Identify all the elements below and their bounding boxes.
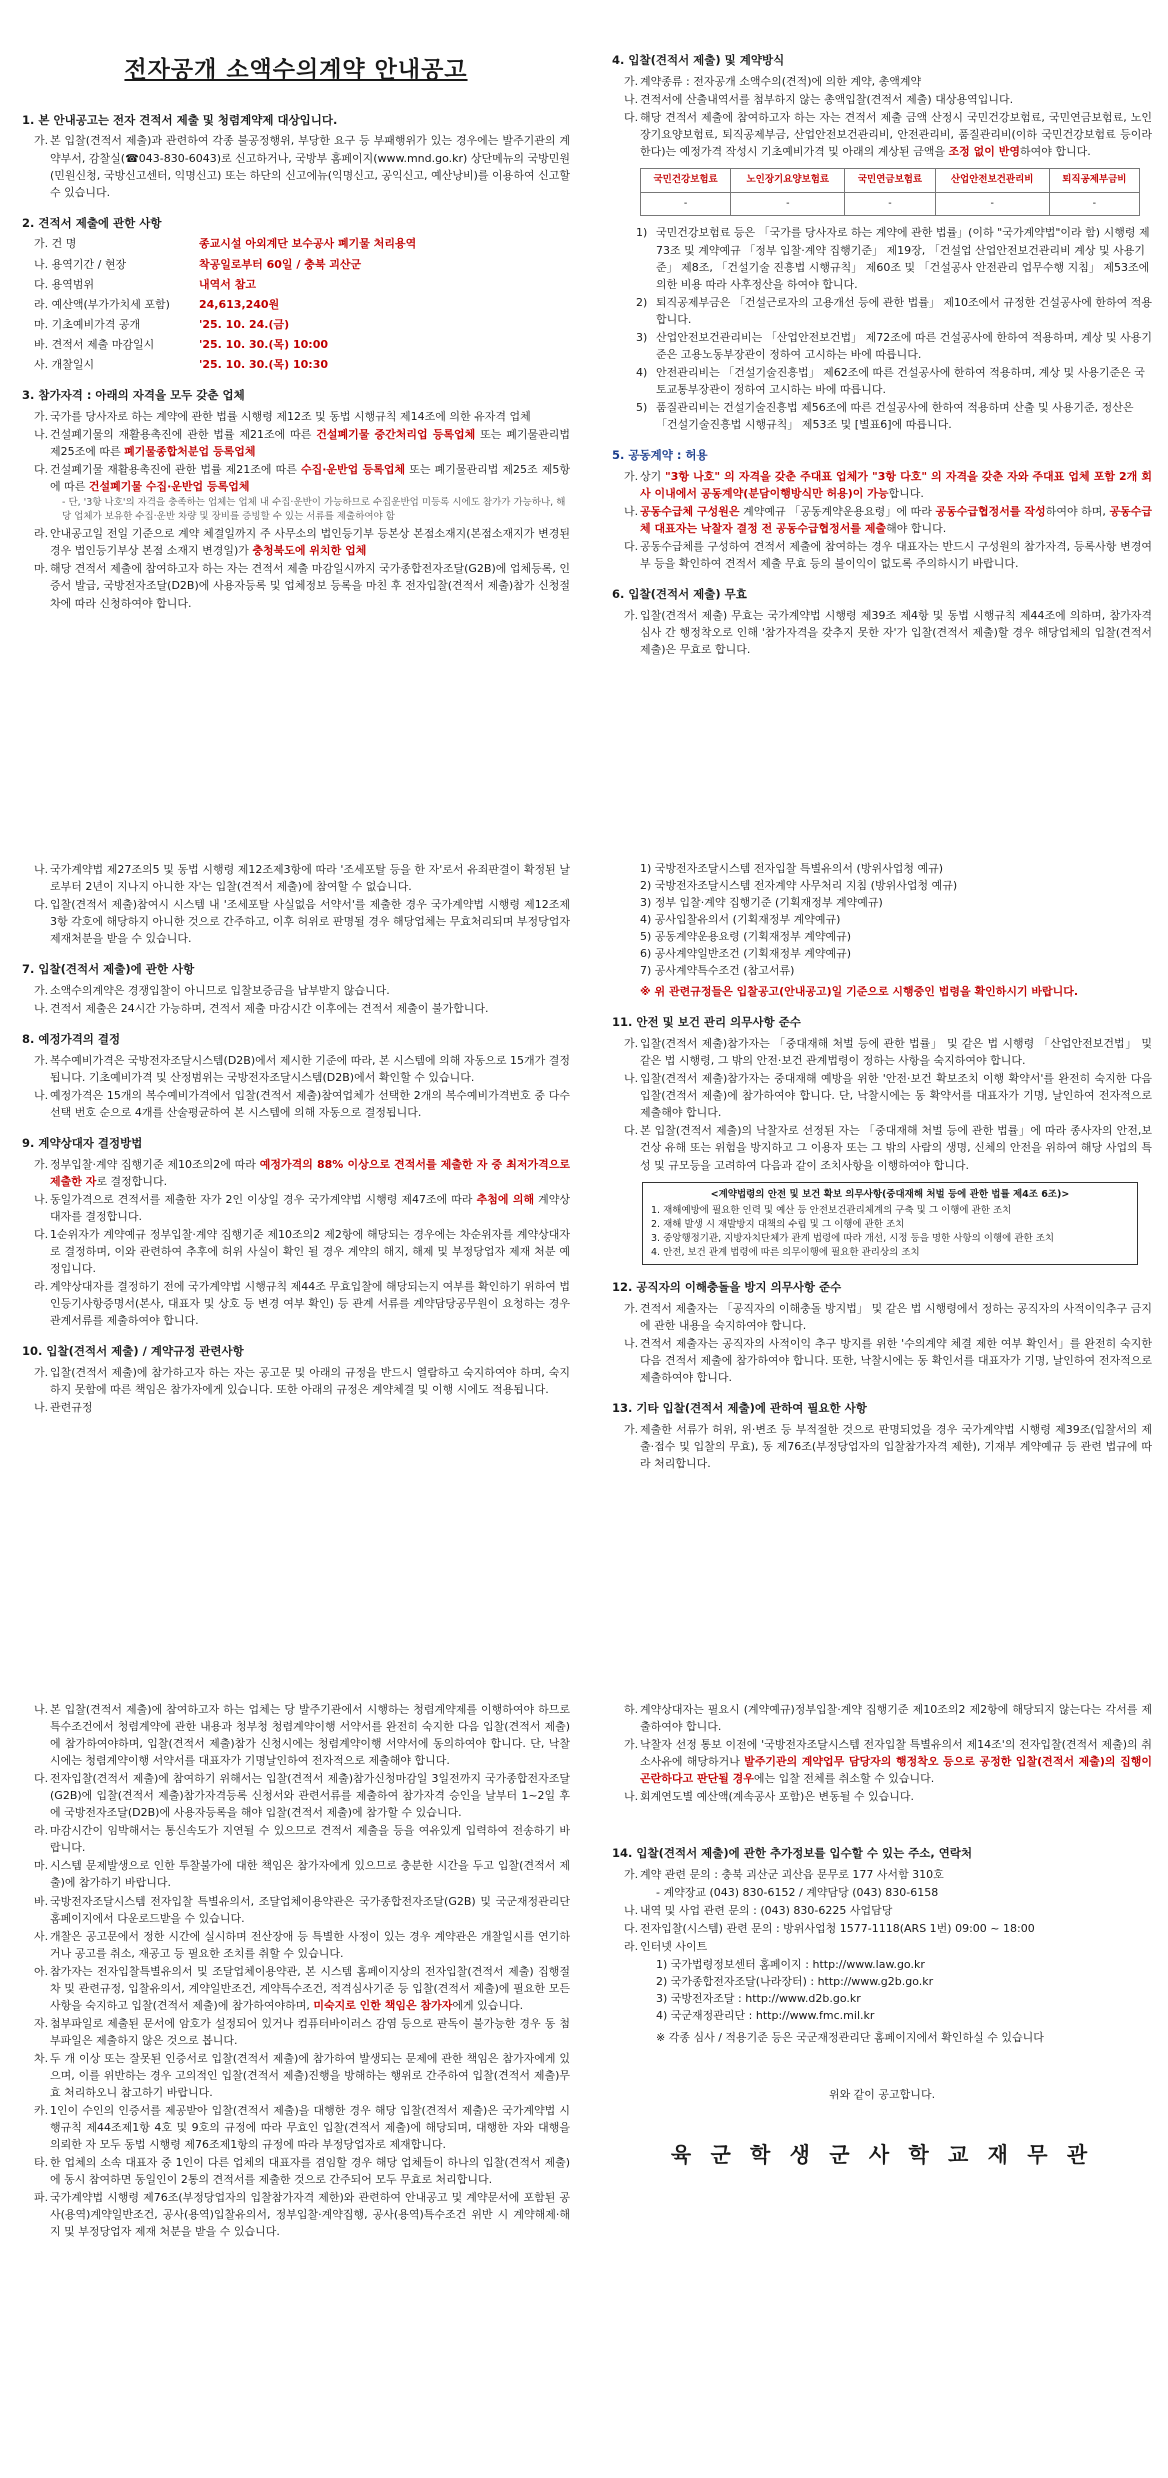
clause-ka: 카. 1인이 수인의 인증서를 제공받아 입찰(견적서 제출)을 대행한 경우 해당 입찰(견적서 제출)은 국가계약법 시행규칙 제44조제1항 4호 및 9호의 규정에 따라 무효인 입찰(견적서 제출)에 해당되며, 대행한 자와 대행을 의뢰한 자 모두 동법 시행령 제76조제1항의 규정에 따라 부정당업자로 제재합니다. [34,2104,570,2152]
rule-item: 1) 국방전자조달시스템 전자입찰 특별유의서 (방위사업청 예규) [640,862,944,875]
page-3-left-column [22,1700,570,2241]
rule-item: 7) 공사계약특수조건 (참고서류) [640,964,795,978]
document-title: 전자공개 소액수의계약 안내공고 [124,56,468,83]
section-8-heading: 8. 예정가격의 결정 [22,1032,121,1047]
clause-ba: 바. 국방전자조달시스템 전자입찰 특별유의서, 조달업체이용약관은 국가종합전자조달(G2B) 및 국군재정관리단 홈페이지에서 다운로드받을 수 있습니다. [34,1894,570,1925]
section-14-ga: 가. 계약 관련 문의 : 충북 괴산군 괴산읍 문무로 177 사서함 310호 [624,1868,944,1882]
rules-list [612,860,1152,979]
page-1-left-column [22,0,570,613]
clause-cha: 차. 두 개 이상 또는 잘못된 인증서로 입찰(견적서 제출)에 참가하여 발생되는 문제에 관한 책임은 참가자에게 있으며, 이를 위반하는 경우 고의적인 입찰(견적서 제출)진행을 방해하는 행위로 간주하여 입찰(견적서 제출)무효 처리하오니 참고하기 바랍니다. [34,2051,570,2100]
section-14-heading: 14. 입찰(견적서 제출)에 관한 추가정보를 입수할 수 있는 주소, 연락처 [612,1846,973,1861]
fee-value-longterm: - [731,192,845,216]
clause-ra: 라. 마감시간이 임박해서는 통신속도가 지연될 수 있으므로 견적서 제출을 등을 여유있게 입력하여 전송하기 바랍니다. [34,1824,570,1855]
info-row-period: 나. 용역기간 / 현장 착공일로부터 60일 / 충북 괴산군 [34,257,362,271]
rule-item: 3) 정부 입찰·계약 집행기준 (기획재정부 계약예규) [640,896,883,910]
rule-item: 5) 공동계약운용요령 (기획재정부 계약예규) [640,930,852,944]
section-14-na: 나. 내역 및 사업 관련 문의 : (043) 830-6225 사업담당 [624,1904,893,1918]
section-12-na: 나. 견적서 제출자는 공직자의 사적이익 추구 방지를 위한 '수의계약 체결 제한 여부 확인서」를 완전히 숙지한 다음 견적서 제출에 참가하여야 합니다. 또한, 낙찰시에는 동 확인서를 대표자가 기명, 날인하여 전자적으로 제출하여야 합니다. [624,1337,1152,1385]
section-12-ga: 가. 견적서 제출자는 「공직자의 이해충돌 방지법」 및 같은 법 시행령에서 정하는 공직자의 사적이익추구 금지에 관한 내용을 숙지하여야 합니다. [624,1302,1152,1333]
section-14-ra: 라. 인터넷 사이트 [624,1940,708,1954]
section-4-ga: 가. 계약종류 : 전자공개 소액수의(견적)에 의한 계약, 총액계약 [624,74,922,88]
section-12-heading: 12. 공직자의 이해충돌을 방지 의무사항 준수 [612,1280,842,1295]
signer-name: 육 군 학 생 군 사 학 교 재 무 관 [670,2141,1094,2167]
rule-item: 6) 공사계약일반조건 (기획재정부 계약예규) [640,947,852,961]
safety-box-line: 4. 안전, 보건 관계 법령에 따른 의무이행에 필요한 관리상의 조치 [651,1246,920,1258]
section-3-heading: 3. 참가자격 : 아래의 자격을 모두 갖춘 업체 [22,387,245,402]
clause-a: 아. 참가자는 전자입찰특별유의서 및 조달업체이용약관, 본 시스템 홈페이지상의 전자입찰(견적서 제출) 집행절차 및 관련규정, 입찰유의서, 계약일반조건, 계약특수조건, 적격심사기준 등 입찰(견적서 제출)에 필요한 모든 사항을 숙지하고 입찰(견적서 제출)에 참가하여야하며, 미숙지로 인한 책임은 참가자에게 있습니다. [34,1964,570,2012]
page-2 [0,860,1168,1560]
safety-box-line: 2. 재해 발생 시 재발방지 대책의 수립 및 그 이행에 관한 조치 [651,1219,905,1231]
section-7-heading: 7. 입찰(견적서 제출)에 관한 사항 [22,962,195,977]
clause-da: 다. 전자입찰(견적서 제출)에 참여하기 위해서는 입찰(견적서 제출)참가신청마감일 3일전까지 국가종합전자조달(G2B)에 입찰(견적서 제출)참가자격등록 신청서와 관련서류를 제출하여 참가자격 승인을 날부터 1~2일 후에 국방전자조달(D2B)에 사용자등록을 해야 입찰(견적서 제출)에 참가할 수 있습니다. [34,1772,570,1820]
site-g2b-link[interactable]: 2) 국가종합전자조달(나라장터) : http://www.g2b.go.kr [656,1975,934,1989]
fee-value-pension: - [845,192,935,216]
section-4-note-5: 5) 품질관리비는 건설기술진흥법 제56조에 따른 건설공사에 한하여 적용하며 산출 및 사용기준, 정산은 「건설기술진흥법 시행규칙」 제53조 및 [별표6]에 따릅니다. [636,400,1134,431]
clause-pa: 파. 국가계약법 시행령 제76조(부정당업자의 입찰참가자격 제한)와 관련하여 안내공고 및 계약문서에 포함된 공사(용역)계약일반조건, 공사(용역)입찰유의서, 정부입찰·계약집행, 공사(용역)특수조건 위반 시 계약해제·해지 및 부정당업자 제재 처분을 받을 수 있습니다. [34,2191,570,2239]
fee-header-longterm: 노인장기요양보험료 [731,169,845,193]
fee-header-row [641,169,1140,193]
section-4-da: 다. 해당 견적서 제출에 참여하고자 하는 자는 견적서 제출 금액 산정시 국민건강보험료, 국민연금보험료, 노인장기요양보험료, 퇴직공제부금, 산업안전보건관리비, 안전관리비, 품질관리비(이하 국민건강보험료 등이라한다)는 예정가격 작성시 기초예비가격 및 아래의 계상된 금액을 조정 없이 반영하여야 합니다. [624,110,1152,158]
fee-header-health: 국민건강보험료 [641,169,731,193]
fee-header-pension: 국민연금보험료 [845,169,935,193]
site-list [612,1956,1152,2024]
section-10-na: 나. 관련규정 [34,1401,93,1415]
fee-value-health: - [641,192,731,216]
rule-item: 4) 공사입찰유의서 (기획재정부 계약예규) [640,913,841,927]
fee-header-safety: 산업안전보건관리비 [935,169,1049,193]
section-8-ga: 가. 복수예비가격은 국방전자조달시스템(D2B)에서 제시한 기준에 따라, 본 시스템에 의해 자동으로 15개가 결정됩니다. 기초예비가격 및 산정범위는 국방전자조달시스템(D2B)에서 확인할 수 있습니다. [34,1053,570,1084]
section-1-ga: 가. 본 입찰(견적서 제출)과 관련하여 각종 불공정행위, 부당한 요구 등 부패행위가 있는 경우에는 발주기관의 계약부서, 감찰실(☎043-830-6043)로 신고하거나, 국방부 홈페이지(www.mnd.go.kr) 상단메뉴의 국방민원(민원신청, 국방신고센터, 익명신고) 또는 하단의 신고에뉴(익명신고, 공익신고, 예산낭비)를 이용하여 신고할 수 있습니다. [34,134,570,199]
section-4-note-3: 3) 산업안전보건관리비는 「산업안전보건법」 제72조에 따른 건설공사에 한하여 적용하며, 계상 및 사용기준은 고용노동부장관이 정하여 고시하는 바에 따릅니다. [636,330,1152,361]
section-4-note-4: 4) 안전관리비는 「건설기술진흥법」 제62조에 따른 건설공사에 한하여 적용하며, 계상 및 사용기준은 국토교통부장관이 정하여 고시하는 바에 따릅니다. [636,365,1145,396]
safety-box-title: <계약법령의 안전 및 보건 확보 의무사항(중대재해 처벌 등에 관한 법률 제4조 6조)> [710,1188,1070,1200]
clause-ja: 자. 첨부파일로 제출된 문서에 암호가 설정되어 있거나 컴퓨터바이러스 감염 등으로 판독이 불가능한 경우 동 첨부파일은 제출하지 않은 것으로 봅니다. [34,2016,570,2047]
clause-da-2: 나. 회계연도별 예산액(계속공사 포함)은 변동될 수 있습니다. [624,1790,914,1804]
section-14-note: ※ 각종 심사 / 적용기준 등은 국군재정관리단 홈페이지에서 확인하실 수 있습니다 [656,2030,1044,2044]
clause-ma: 마. 시스템 문제발생으로 인한 투찰불가에 대한 책임은 참가자에게 있으므로 충분한 시간을 두고 입찰(견적서 제출)에 참가하기 바랍니다. [34,1859,570,1890]
section-3-ra: 라. 안내공고일 전일 기준으로 계약 체결일까지 주 사무소의 법인등기부 등본상 본점소재지(본점소재지가 변경된 경우 법인등기부상 본점 소재지 변경일)가 충청북도에 위치한 업체 [34,527,570,558]
fee-value-safety: - [935,192,1049,216]
section-5-ga: 가. 상기 "3항 나호" 의 자격을 갖춘 주대표 업체가 "3항 다호" 의 자격을 갖춘 자와 주대표 업체 포함 2개 회사 이내에서 공동계약(분담이행방식만 허용)이 가능합니다. [624,469,1152,500]
section-5-da: 다. 공동수급체를 구성하여 견적서 제출에 참여하는 경우 대표자는 반드시 구성원의 참가자격, 등록사항 변경여부 등을 확인하여 견적서 제출 무효 등의 불이익이 없도록 주의하시기 바랍니다. [624,540,1152,571]
section-13-heading: 13. 기타 입찰(견적서 제출)에 관하여 필요한 사항 [612,1401,867,1416]
section-4-note-1: 1) 국민건강보험료 등은 「국가를 당사자로 하는 계약에 관한 법률」(이하 "국가계약법"이라 함) 시행령 제73조 및 계약예규 「정부 입찰·계약 집행기준」 제19장, 「건설업 산업안전보건관리비 계상 및 사용기준」 제8조, 「건설기술 진흥법 시행규칙」 제60조 및 「건설공사 안전관리 업무수행 지침」 제53조에 의한 비용 따라 사후정산을 하여야 합니다. [636,226,1150,291]
info-row-scope: 다. 용역범위 내역서 참고 [34,277,256,291]
site-d2b-link[interactable]: 3) 국방전자조달 : http://www.d2b.go.kr [656,1992,861,2006]
clause-sa: 사. 개찰은 공고문에서 정한 시간에 실시하며 전산장애 등 특별한 사정이 있는 경우 계약관은 개찰일시를 연기하거나 공고를 취소, 재공고 등 필요한 조치를 취할 수 있습니다. [34,1929,570,1960]
info-row-opening: 사. 개찰일시 '25. 10. 30.(목) 10:30 [34,357,329,371]
section-9-da: 다. 1순위자가 계약예규 정부입찰·계약 집행기준 제10조의2 제2항에 해당되는 경우에는 차순위자를 계약상대자로 결정하며, 이와 관련하여 추후에 허위 사실이 확인 될 경우 계약의 해지, 해제 및 부정당업자 제재 처분 예정입니다. [34,1228,570,1276]
section-1-heading: 1. 본 안내공고는 전자 견적서 제출 및 청렴계약제 대상입니다. [22,112,338,127]
page-2-right-column [612,860,1152,1473]
info-row-budget: 라. 예산액(부가가치세 포함) 24,613,240원 [34,297,280,311]
page-2-left-column [22,860,570,1417]
clause-ha: 하. 계약상대자는 필요시 (계약예규)정부입찰·계약 집행기준 제10조의2 제2항에 해당되지 않는다는 각서를 제출하여야 합니다. [624,1703,1152,1734]
section-4-na: 나. 견적서에 산출내역서를 첨부하지 않는 총액입찰(견적서 제출) 대상용역입니다. [624,92,1014,106]
section-3-ga: 가. 국가를 당사자로 하는 계약에 관한 법률 시행령 제12조 및 동법 시행규칙 제14조에 의한 유자격 업체 [34,409,531,423]
section-8-na: 나. 예정가격은 15개의 복수예비가격에서 입찰(견적서 제출)참여업체가 선택한 2개의 복수예비가격번호 중 다수선택 번호 순으로 4개를 산술평균하여 본 시스템에 의해 자동으로 결정됩니다. [34,1089,570,1120]
section-11-heading: 11. 안전 및 보건 관리 의무사항 준수 [612,1015,801,1030]
section-7-na: 나. 견적서 제출은 24시간 가능하며, 견적서 제출 마감시간 이후에는 견적서 제출이 불가합니다. [34,1002,489,1016]
site-law-link[interactable]: 1) 국가법령정보센터 홈페이지 : http://www.law.go.kr [656,1958,925,1972]
section-3-da: 다. 건설폐기물 재활용촉진에 관한 법률 제21조에 따른 수집·운반업 등록업체 또는 폐기물관리법 제25조 제5항에 따른 건설폐기물 수집·운반업 등록업체 [34,462,570,493]
section-14-ga-contacts: - 계약장교 (043) 830-6152 / 계약담당 (043) 830-6158 [656,1886,939,1900]
rule-item: 2) 국방전자조달시스템 전자계약 사무처리 지침 (방위사업청 예규) [640,879,958,893]
section-14-da: 다. 전자입찰(시스템) 관련 문의 : 방위사업청 1577-1118(ARS 1번) 09:00 ~ 18:00 [624,1922,1035,1936]
section-6-ga: 가. 입찰(견적서 제출) 무효는 국가계약법 시행령 제39조 제4항 및 동법 시행규칙 제44조에 의하며, 참가자격 심사 간 행정착오로 인해 '참가자격을 갖추지 못한 자'가 입찰(견적서 제출)할 경우 해당업체의 입찰(견적서 제출)은 무효로 합니다. [624,608,1152,657]
section-13-ga: 가. 제출한 서류가 허위, 위·변조 등 부적절한 것으로 판명되었을 경우 국가계약법 시행령 제39조(입찰서의 제출·접수 및 입찰의 무효), 동 제76조(부정당업자의 입찰참가자격 제한), 기재부 계약예규 등 관련 법규에 따라 처리합니다. [624,1423,1152,1471]
section-6-da: 다. 입찰(견적서 제출)참여시 시스템 내 '조세포탈 사실없음 서약서'를 제출한 경우 국가계약법 시행령 제12조제3항 각호에 해당하지 아니한 것으로 간주하고, 이후 허위로 판명될 경우 해당업체는 무효처리되며 부정당업자 제재처분을 받을 수 있습니다. [34,898,570,946]
section-3-na: 나. 건설폐기물의 재활용촉진에 관한 법률 제21조에 따른 건설폐기물 중간처리업 등록업체 또는 폐기물관리법 제25조에 따른 폐기물종합처분업 등록업체 [34,427,570,458]
section-7-ga: 가. 소액수의계약은 경쟁입찰이 아니므로 입찰보증금을 납부받지 않습니다. [34,984,390,998]
section-3-ma: 마. 해당 견적서 제출에 참여하고자 하는 자는 견적서 제출 마감일시까지 국가종합전자조달(G2B)에 업체등록, 인증서 발급, 국방전자조달(D2B)에 사용자등록 및 업체정보 등록을 마친 후 전자입찰(견적서 제출)참가 신청절차에 따라 신청하여야 합니다. [34,562,570,610]
section-10-heading: 10. 입찰(견적서 제출) / 계약규정 관련사항 [22,1344,244,1359]
insurance-fee-table [640,168,1140,216]
section-5-na: 나. 공동수급체 구성원은 계약예규 「공동계약운용요령」에 따라 공동수급협정서를 작성하여야 하며, 공동수급체 대표자는 낙찰자 결정 전 공동수급협정서를 제출해야 합니다. [624,504,1153,535]
section-4-note-2: 2) 퇴직공제부금은 「건설근로자의 고용개선 등에 관한 법률」 제10조에서 규정한 건설공사에 한하여 적용합니다. [636,295,1152,326]
site-fmc-link[interactable]: 4) 국군재정관리단 : http://www.fmc.mil.kr [656,2009,875,2023]
safety-box-line: 3. 중앙행정기관, 지방자치단체가 관계 법령에 따라 개선, 시정 등을 명한 사항의 이행에 관한 조치 [651,1232,1055,1244]
page-1 [0,0,1168,760]
section-5-heading: 5. 공동계약 : 허용 [612,448,708,463]
rules-note: ※ 위 관련규정들은 입찰공고(안내공고)일 기준으로 시행중인 법령을 확인하시기 바랍니다. [640,985,1079,999]
section-2-heading: 2. 견적서 제출에 관한 사항 [22,215,162,230]
fee-header-retirement: 퇴직공제부금비 [1049,169,1139,193]
section-11-na: 나. 입찰(견적서 제출)참가자는 중대재해 예방을 위한 '안전·보건 확보조치 이행 확약서'를 완전히 숙지한 다음 입찰(견적서 제출)에 참가하여야 합니다. 단, 낙찰시에는 동 확약서를 대표자가 기명, 날인하여 전자적으로 제출해야 합니다. [624,1072,1152,1120]
fee-value-retirement: - [1049,192,1139,216]
section-9-ra: 라. 계약상대자를 결정하기 전에 국가계약법 시행규칙 제44조 무효입찰에 해당되는지 여부를 확인하기 위하여 법인등기사항증명서(본사, 대표자 및 상호 등 변경 여부 확인) 등 관계 서류를 계약담당공무원이 요청하는 경우 관계서류를 제출하여야 합니다. [34,1280,570,1328]
closing-statement: 위와 같이 공고합니다. [828,2087,936,2101]
page-3 [0,1700,1168,2478]
page-1-right-column [612,52,1152,659]
info-row-deadline: 바. 견적서 제출 마감일시 '25. 10. 30.(목) 10:00 [34,337,329,351]
info-row-preprice: 마. 기초예비가격 공개 '25. 10. 24.(금) [34,317,290,331]
section-9-na: 나. 동일가격으로 견적서를 제출한 자가 2인 이상일 경우 국가계약법 시행령 제47조에 따라 추첨에 의해 계약상대자를 결정합니다. [34,1193,570,1224]
fee-value-row [641,192,1140,216]
section-9-heading: 9. 계약상대자 결정방법 [22,1136,143,1151]
section-6-heading: 6. 입찰(견적서 제출) 무효 [612,587,747,602]
section-9-ga: 가. 정부입찰·계약 집행기준 제10조의2에 따라 예정가격의 88% 이상으로 견적서를 제출한 자 중 최저가격으로 제출한 자로 결정합니다. [34,1157,570,1188]
safety-box-line: 1. 재해예방에 필요한 인력 및 예산 등 안전보건관리체계의 구축 및 그 이행에 관한 조치 [651,1205,1012,1217]
section-3-note: - 단, '3항 나호'의 자격을 충족하는 업체는 업체 내 수집·운반이 가능하므로 수집운반업 미등록 시에도 참가가 가능하나, 해당 업체가 보유한 수집·운반 차량 및 장비를 증빙할 수 있는 서류를 제출하여야 함 [62,496,566,523]
clause-na-2: 가. 낙찰자 선정 통보 이전에 '국방전자조달시스템 전자입찰 특별유의서 제14조'의 전자입찰(견적서 제출)의 취소사유에 해당하거나 발주기관의 계약업무 담당자의 행정착오 등으로 공정한 입찰(견적서 제출)의 집행이 곤란하다고 판단될 경우에는 입찰 전체를 취소할 수 있습니다. [624,1738,1152,1786]
section-11-ga: 가. 입찰(견적서 제출)참가자는 「중대재해 처벌 등에 관한 법률」 및 같은 법 시행령 「산업안전보건법」 및 같은 법 시행령, 그 밖의 안전·보건 관계법령이 정하는 사항을 숙지하여야 합니다. [624,1037,1152,1068]
section-10-ga: 가. 입찰(견적서 제출)에 참가하고자 하는 자는 공고문 및 아래의 규정을 반드시 열람하고 숙지하여야 하며, 숙지하지 못함에 따른 책임은 참가자에게 있습니다. 또한 아래의 규정은 계약체결 및 이행 시에도 적용됩니다. [34,1366,570,1397]
info-row-name: 가. 건 명 종교시설 아외계단 보수공사 폐기물 처리용역 [34,237,417,251]
section-4-heading: 4. 입찰(견적서 제출) 및 계약방식 [612,53,785,67]
section-2-table [22,235,570,372]
page-3-right-column [612,1700,1152,2171]
clause-na: 나. 본 입찰(견적서 제출)에 참여하고자 하는 업체는 당 발주기관에서 시행하는 청렴계약제를 이행하여야 하므로 특수조건에서 청렴계약에 관한 내용과 청부청 청렴계약이행 서약서를 완전히 숙지한 다음 입찰(견적서 제출)에 참가하여야하며, 입찰(견적서 제출)참가 신청시에는 청렴계약이행 서약서에 동의하여야 합니다. 단, 낙찰시에는 청렴계약이행 서약서를 대표자가 기명날인하여 전자적으로 제출해야 합니다. [34,1703,570,1768]
safety-obligation-box [642,1182,1138,1266]
section-6-na: 나. 국가계약법 제27조의5 및 동법 시행령 제12조제3항에 따라 '조세포탈 등을 한 자'로서 유죄판결이 확정된 날로부터 2년이 지나지 아니한 자'는 입찰(견적서 제출)에 참여할 수 없습니다. [34,863,570,894]
clause-ta: 타. 한 업체의 소속 대표자 중 1인이 다른 업체의 대표자를 겸임할 경우 해당 업체들이 하나의 입찰(견적서 제출)에 동시 참여하면 동일인이 2통의 견적서를 제출한 것으로 간주되어 모두 무효로 처리합니다. [34,2156,570,2187]
section-11-da: 다. 본 입찰(견적서 제출)의 낙찰자로 선정된 자는 「중대재해 처벌 등에 관한 법률」에 따라 종사자의 안전,보건상 유해 또는 위험을 방지하고 그 이용자 또는 그 밖의 사람의 생명, 신체의 안전을 위하여 해당 사업의 특성 및 규모등을 고려하여 다음과 같이 조치사항을 이행하여야 합니다. [624,1124,1152,1172]
